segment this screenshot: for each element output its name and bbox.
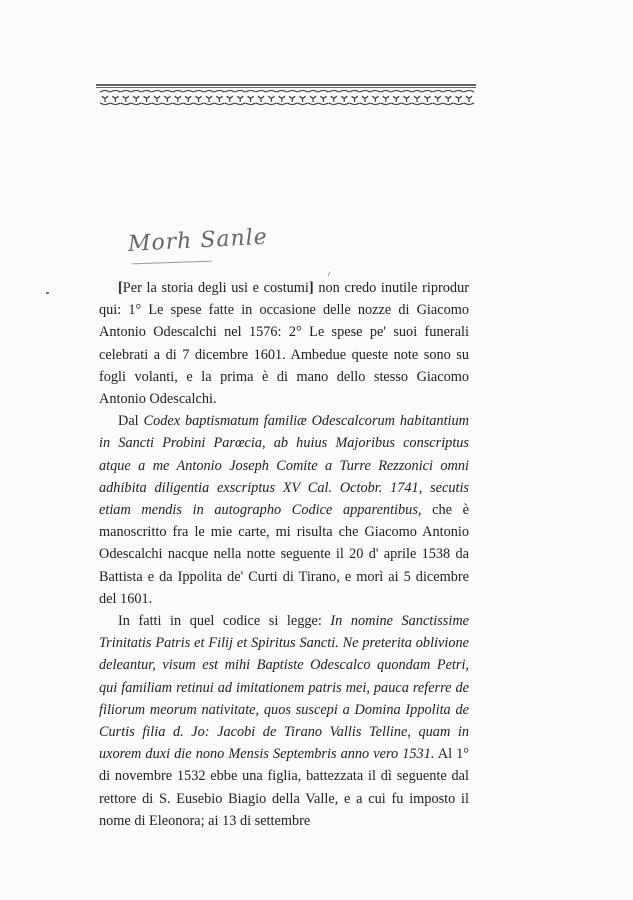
margin-mark bbox=[46, 292, 49, 294]
paragraph-1 bbox=[99, 277, 469, 410]
p2-text-a: Dal bbox=[118, 413, 144, 430]
body-text bbox=[99, 277, 469, 832]
decorative-ornament-band bbox=[96, 84, 476, 106]
signature-underline bbox=[132, 261, 212, 265]
p2-latin-citation: Codex baptismatum familiæ Odescalcorum habitantium in Sancti Probini Parœcia, ab huius Majoribus conscriptus atque a me Antonio Joseph Comite a Turre Rezzonici omni adhibita diligentia exscriptus XV Cal. Octobr. 1741, secutis etiam mendis in autographo Codice apparentibus, bbox=[99, 413, 469, 519]
p1-text-a: Per la storia degli usi e costumi bbox=[122, 280, 309, 296]
handwritten-signature: Morh Sanle bbox=[127, 224, 269, 257]
paragraph-2 bbox=[99, 410, 469, 610]
p3-text-b: Al 1° di novembre 1532 ebbe una figlia, battezzata il dì seguente dal rettore di S. Eusebio Biagio della Valle, e a cui fu imposto il nome di Eleonora; ai 13 di settembre bbox=[99, 746, 469, 829]
p3-latin-quote: In nomine Sanctissime Trinitatis Patris et Filij et Spiritus Sancti. Ne preterita oblivione deleantur, visum est mihi Baptiste Odescalco quondam Petri, qui familiam retinui ad imitationem patris mei, pauca referre de filiorum meorum nativitate, quos suscepi a Domina Ippolita de Curtis filia d. Jo: Jacobi de Tirano Vallis Telline, quam in uxorem duxi die nono Mensis Septembris anno vero 1531. bbox=[99, 613, 469, 763]
p1-text-b: non credo inutile riprodur qui: 1° Le spese fatte in occasione delle nozze di Giacomo Antonio Odescalchi nel 1576: 2° Le spese pe' suoi funerali celebrati a di 7 dicembre 1601. Ambedue queste note sono su fogli volanti, e la prima è di mano dello stesso Giacomo Antonio Odescalchi. bbox=[99, 280, 469, 408]
paragraph-3 bbox=[99, 610, 469, 832]
bracket-close: ] bbox=[308, 280, 314, 296]
handwritten-correction-mark: ⸍ bbox=[325, 270, 335, 283]
p3-text-a: In fatti in quel codice si legge: bbox=[118, 613, 331, 630]
p2-text-b: che è manoscritto fra le mie carte, mi risulta che Giacomo Antonio Odescalchi nacque nella notte seguente il 20 d' aprile 1538 da Battista e da Ippolita de' Curti di Tirano, e morì ai 5 dicembre del 1601. bbox=[99, 502, 469, 607]
bracket-open: [ bbox=[118, 280, 123, 296]
